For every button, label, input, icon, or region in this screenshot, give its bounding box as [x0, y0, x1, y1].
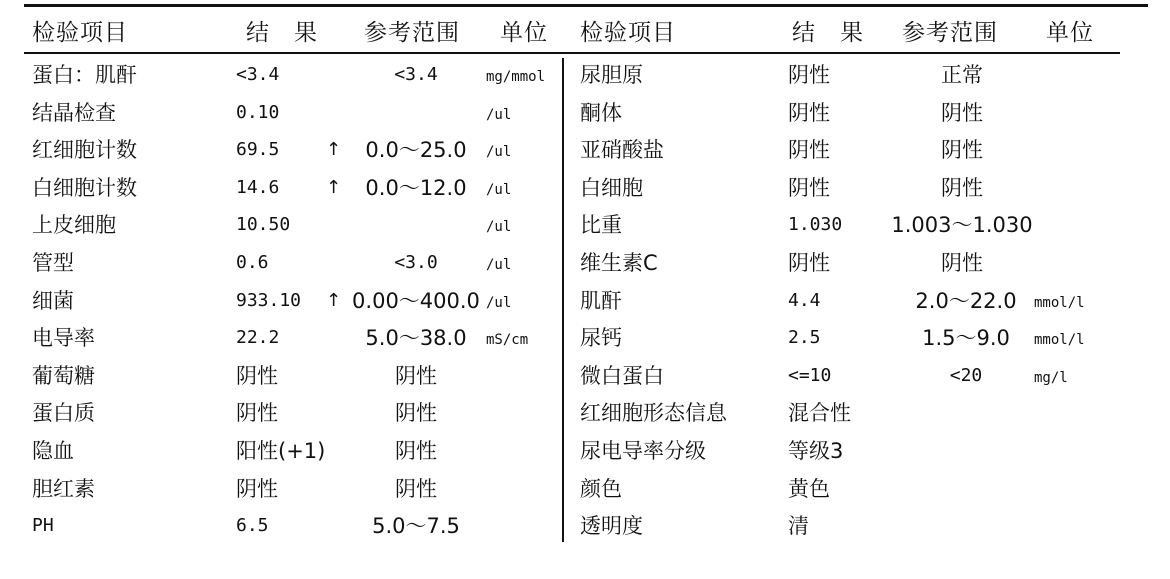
- left-row-reference: 阴性: [395, 363, 437, 388]
- right-row-result: 清: [788, 514, 809, 539]
- left-row-result: 10.50: [236, 214, 291, 236]
- right-row-result: 4.4: [788, 289, 821, 311]
- right-row-reference: 阴性: [941, 100, 983, 125]
- left-row-unit: /ul: [486, 294, 512, 311]
- header-result-right: 结 果: [792, 20, 864, 46]
- left-row-result: 0.6: [236, 252, 269, 273]
- header-unit-left: 单位: [500, 20, 548, 46]
- top-rule: [24, 4, 1148, 7]
- right-row-reference: 阴性: [941, 175, 983, 200]
- right-row-reference: 阴性: [941, 251, 983, 275]
- right-row-unit: mg/l: [1034, 369, 1068, 386]
- left-row-unit: /ul: [486, 257, 512, 273]
- high-flag-icon: ↑: [326, 176, 342, 198]
- left-row-result: 0.10: [236, 101, 280, 123]
- right-row-unit: mmol/l: [1034, 294, 1085, 311]
- right-row-reference: 1.5～9.0: [922, 326, 1010, 351]
- right-row-item: 红细胞形态信息: [580, 401, 727, 426]
- left-row-unit: /ul: [486, 106, 512, 123]
- right-row-result: 2.5: [788, 327, 821, 349]
- right-row-item: 透明度: [580, 514, 643, 539]
- left-row-result: 22.2: [236, 327, 280, 349]
- header-result-left: 结 果: [246, 20, 318, 46]
- left-row-item: 细菌: [32, 288, 74, 313]
- left-row-result: 阳性(+1): [236, 439, 326, 463]
- column-divider: [562, 58, 564, 542]
- left-row-item: 蛋白：肌酐: [32, 63, 137, 87]
- left-row-item: 电导率: [32, 326, 95, 351]
- header-reference-left: 参考范围: [364, 20, 460, 46]
- left-row-result: 阴性: [236, 401, 278, 426]
- right-row-result: 阴性: [788, 251, 830, 275]
- left-row-result: 阴性: [236, 476, 278, 501]
- left-row-item: PH: [32, 515, 54, 537]
- left-row-result: 933.10: [236, 289, 302, 311]
- right-row-item: 尿钙: [580, 326, 622, 351]
- right-row-reference: 正常: [941, 63, 983, 87]
- left-row-item: 蛋白质: [32, 401, 95, 426]
- right-row-result: 阴性: [788, 175, 830, 200]
- right-row-item: 颜色: [580, 476, 622, 501]
- left-row-reference: 阴性: [395, 476, 437, 501]
- right-row-unit: mmol/l: [1034, 332, 1085, 349]
- right-row-item: 微白蛋白: [580, 363, 664, 388]
- right-row-result: <=10: [788, 364, 832, 386]
- left-row-result: 14.6: [236, 176, 280, 198]
- left-row-item: 上皮细胞: [32, 213, 116, 238]
- header-item-left: 检验项目: [32, 20, 128, 46]
- right-row-result: 阴性: [788, 63, 830, 87]
- right-row-result: 阴性: [788, 100, 830, 125]
- left-row-unit: mS/cm: [486, 332, 529, 349]
- left-row-item: 结晶检查: [32, 100, 116, 125]
- left-row-item: 管型: [32, 251, 74, 275]
- right-row-item: 酮体: [580, 100, 622, 125]
- left-row-unit: mg/mmol: [486, 69, 546, 85]
- header-rule: [24, 52, 1120, 54]
- header-item-right: 检验项目: [580, 20, 676, 46]
- left-row-unit: /ul: [486, 219, 512, 236]
- right-row-item: 维生素C: [580, 251, 658, 275]
- left-row-item: 葡萄糖: [32, 363, 95, 388]
- left-row-result: 6.5: [236, 515, 269, 537]
- left-row-unit: /ul: [486, 144, 512, 161]
- right-row-item: 比重: [580, 213, 622, 238]
- left-row-reference: 5.0～38.0: [365, 326, 467, 351]
- left-row-item: 白细胞计数: [32, 175, 137, 200]
- left-row-result: 阴性: [236, 363, 278, 388]
- right-row-reference: 1.003～1.030: [891, 213, 1033, 238]
- right-row-item: 尿电导率分级: [580, 439, 706, 463]
- right-row-result: 混合性: [788, 401, 851, 426]
- left-row-result: 69.5: [236, 139, 280, 161]
- right-row-item: 亚硝酸盐: [580, 138, 664, 163]
- left-row-unit: /ul: [486, 181, 512, 198]
- left-row-reference: 5.0～7.5: [372, 514, 460, 539]
- right-row-item: 尿胆原: [580, 63, 643, 87]
- left-row-item: 隐血: [32, 439, 74, 463]
- left-row-result: <3.4: [236, 64, 280, 85]
- right-row-result: 等级3: [788, 439, 844, 463]
- left-row-reference: 0.0～12.0: [365, 175, 467, 200]
- right-row-result: 阴性: [788, 138, 830, 163]
- left-row-item: 红细胞计数: [32, 138, 137, 163]
- left-row-reference: 阴性: [395, 439, 437, 463]
- right-row-reference: 2.0～22.0: [915, 288, 1017, 313]
- left-row-reference: <3.4: [394, 64, 438, 85]
- left-row-reference: 0.0～25.0: [365, 138, 467, 163]
- right-row-item: 白细胞: [580, 175, 643, 200]
- left-row-reference: <3.0: [394, 252, 438, 273]
- right-row-reference: 阴性: [941, 138, 983, 163]
- right-row-item: 肌酐: [580, 288, 622, 313]
- high-flag-icon: ↑: [326, 289, 342, 311]
- left-row-reference: 0.00～400.0: [352, 288, 480, 313]
- right-row-result: 1.030: [788, 214, 843, 236]
- right-row-result: 黄色: [788, 476, 830, 501]
- left-row-item: 胆红素: [32, 476, 95, 501]
- high-flag-icon: ↑: [326, 139, 342, 161]
- header-reference-right: 参考范围: [902, 20, 998, 46]
- left-row-reference: 阴性: [395, 401, 437, 426]
- header-unit-right: 单位: [1046, 20, 1094, 46]
- right-row-reference: <20: [949, 364, 983, 386]
